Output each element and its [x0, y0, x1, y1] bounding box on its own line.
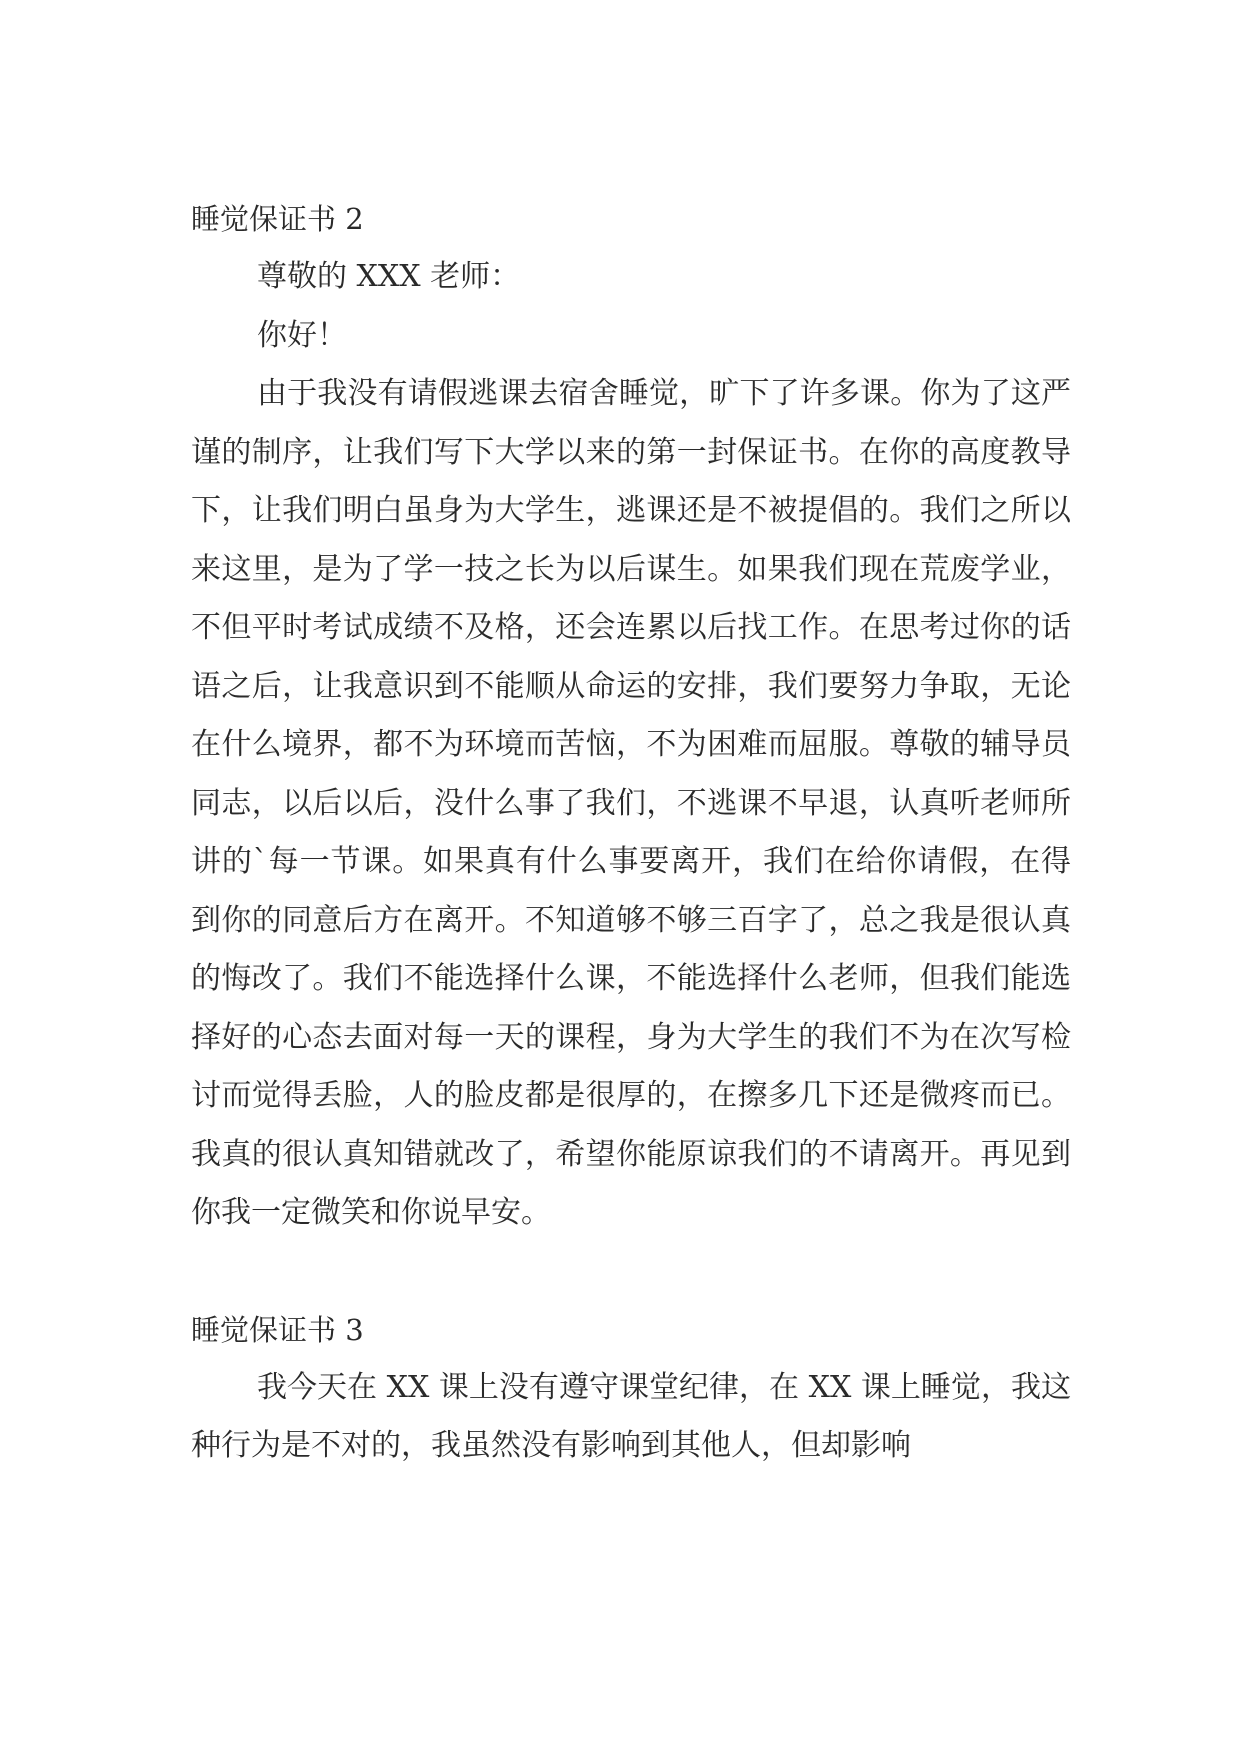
letter-salutation: 尊敬的 XXX 老师： [257, 259, 521, 294]
document-content [191, 190, 1071, 1476]
section-spacer [191, 1243, 1071, 1301]
section-heading-2: 睡觉保证书 2 [191, 202, 364, 236]
letter-greeting: 你好！ [257, 317, 347, 353]
section-heading-3: 睡觉保证书 3 [191, 1312, 364, 1347]
section-3-body-paragraph: 我今天在 XX 课上没有遵守课堂纪律，在 XX 课上睡觉，我这种行为是不对的，我虽然没有影响到其他人，但却影响 [191, 1369, 1071, 1463]
letter-body-paragraph: 由于我没有请假逃课去宿舍睡觉，旷下了许多课。你为了这严谨的制序，让我们写下大学以来的第一封保证书。在你的高度教导下，让我们明白虽身为大学生，逃课还是不被提倡的。我们之所以来这里，是为了学一技之长为以后谋生。如果我们现在荒废学业，不但平时考试成绩不及格，还会连累以后找工作。在思考过你的话语之后，让我意识到不能顺从命运的安排，我们要努力争取，无论在什么境界，都不为环境而苦恼，不为困难而屈服。尊敬的辅导员同志，以后以后，没什么事了我们，不逃课不早退，认真听老师所讲的`每一节课。如果真有什么事要离开，我们在给你请假，在得到你的同意后方在离开。不知道够不够三百字了，总之我是很认真的悔改了。我们不能选择什么课，不能选择什么老师，但我们能选择好的心态去面对每一天的课程，身为大学生的我们不为在次写检讨而觉得丢脸，人的脸皮都是很厚的，在擦多几下还是微疼而已。我真的很认真知错就改了，希望你能原谅我们的不请离开。再见到你我一定微笑和你说早安。 [191, 376, 1071, 1230]
